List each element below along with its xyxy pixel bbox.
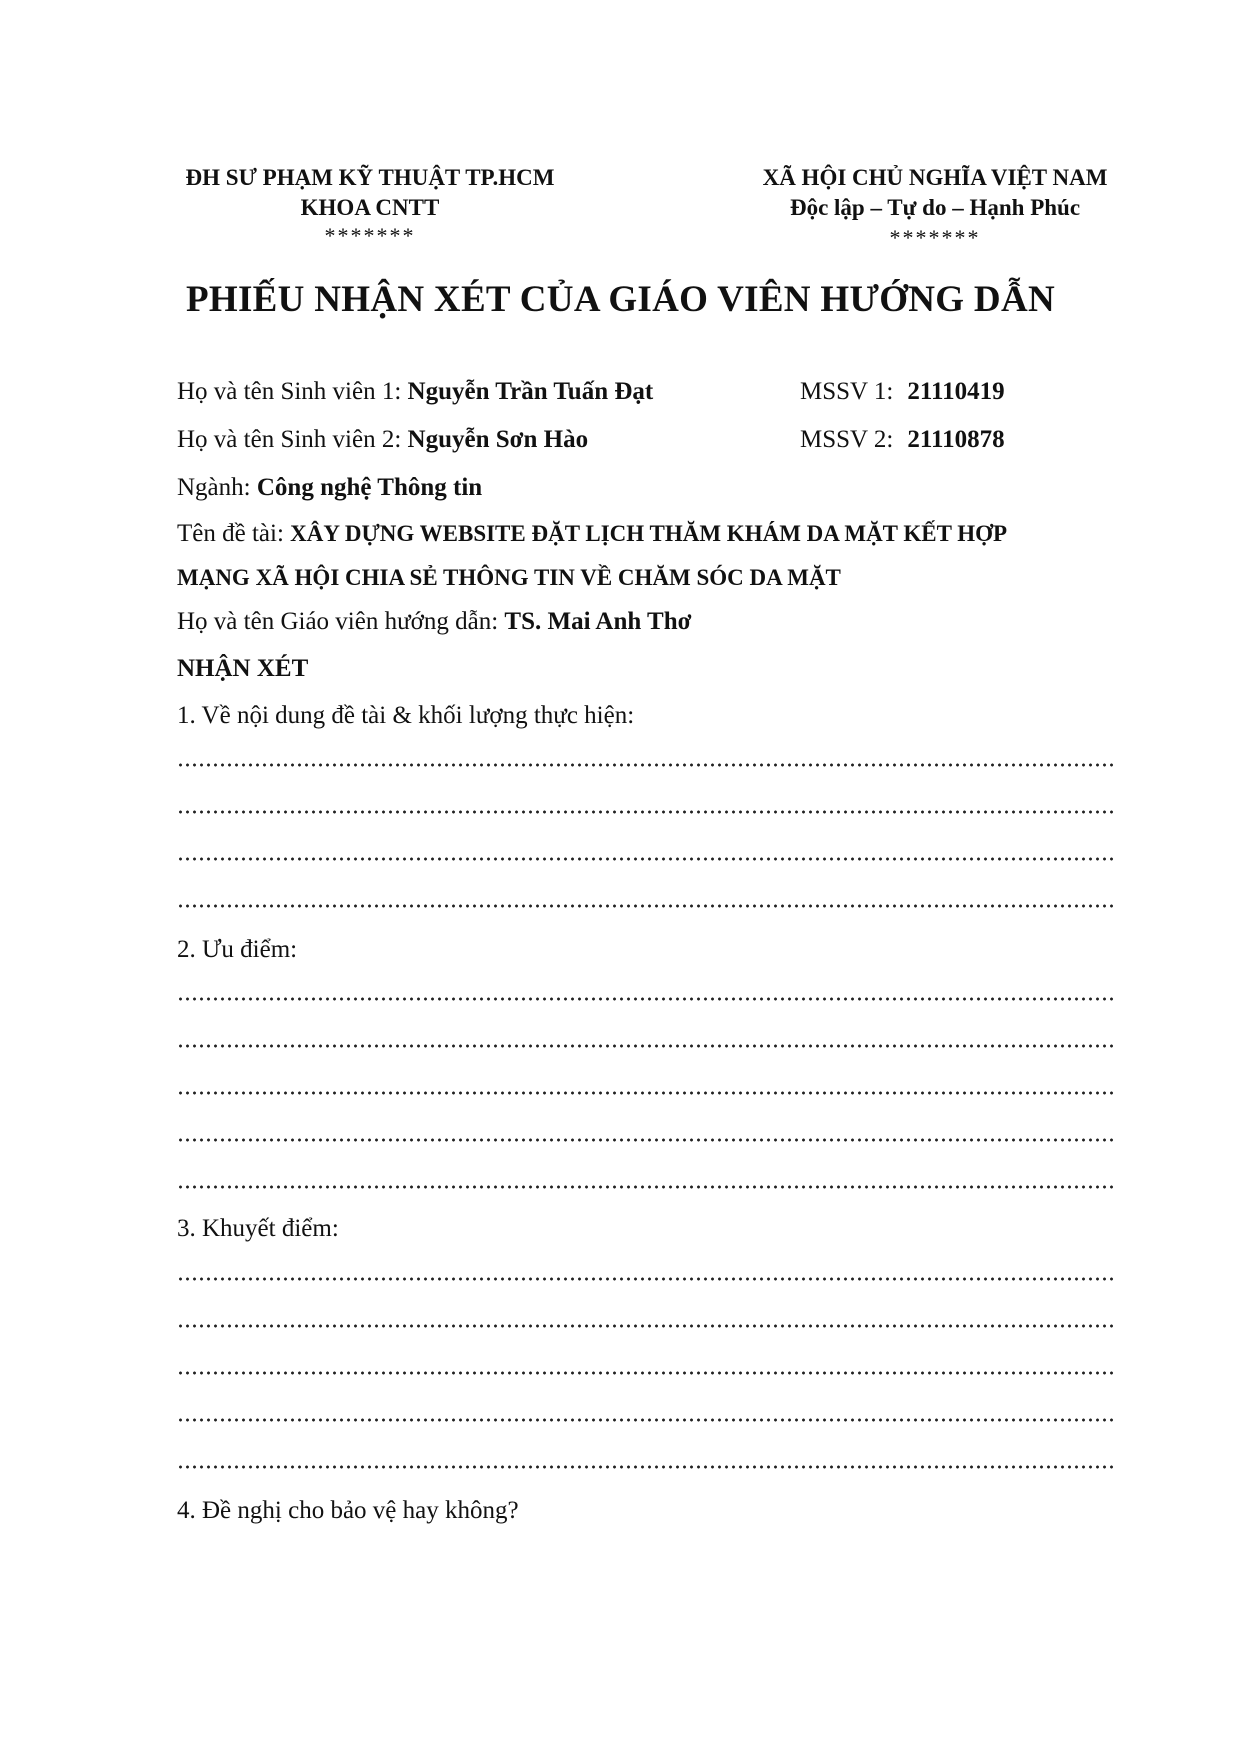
faculty-name: KHOA CNTT xyxy=(300,195,440,220)
blank-line[interactable] xyxy=(177,1415,1117,1425)
student-2-id-row xyxy=(800,426,1005,454)
advisor-name: TS. Mai Anh Thơ xyxy=(504,608,692,635)
student-2-label: Họ và tên Sinh viên 2: xyxy=(177,426,402,453)
topic-label: Tên đề tài: xyxy=(177,520,284,547)
student-1-id-label: MSSV 1: xyxy=(800,378,894,405)
section-2-label: 2. Ưu điểm: xyxy=(177,936,298,963)
national-header xyxy=(700,163,1170,253)
country-name: XÃ HỘI CHỦ NGHĨA VIỆT NAM xyxy=(762,165,1108,190)
blank-line[interactable] xyxy=(177,901,1117,911)
blank-line[interactable] xyxy=(177,760,1117,770)
review-heading: NHẬN XÉT xyxy=(177,655,309,682)
blank-line[interactable] xyxy=(177,994,1117,1004)
section-4-label: 4. Đề nghị cho bảo vệ hay không? xyxy=(177,1497,519,1524)
student-1-row xyxy=(177,378,653,406)
blank-line[interactable] xyxy=(177,1274,1117,1284)
student-1-name: Nguyễn Trần Tuấn Đạt xyxy=(407,378,654,405)
student-2-id: 21110878 xyxy=(907,426,1005,453)
university-name: ĐH SƯ PHẠM KỸ THUẬT TP.HCM xyxy=(185,165,555,190)
header-right-stars: ******* xyxy=(889,225,981,250)
blank-line[interactable] xyxy=(177,1182,1117,1192)
blank-line[interactable] xyxy=(177,807,1117,817)
advisor-row xyxy=(177,608,691,636)
blank-line[interactable] xyxy=(177,1135,1117,1145)
student-2-row xyxy=(177,426,588,454)
blank-line[interactable] xyxy=(177,854,1117,864)
header-left-stars: ******* xyxy=(324,223,416,248)
advisor-label: Họ và tên Giáo viên hướng dẫn: xyxy=(177,608,499,635)
student-2-name: Nguyễn Sơn Hào xyxy=(407,426,589,453)
student-1-label: Họ và tên Sinh viên 1: xyxy=(177,378,402,405)
blank-line[interactable] xyxy=(177,1088,1117,1098)
student-2-id-label: MSSV 2: xyxy=(800,426,894,453)
blank-line[interactable] xyxy=(177,1321,1117,1331)
topic-row xyxy=(177,520,1007,548)
major-row xyxy=(177,474,482,502)
section-1-label: 1. Về nội dung đề tài & khối lượng thực hiện: xyxy=(177,702,635,729)
topic-title-line2: MẠNG XÃ HỘI CHIA SẺ THÔNG TIN VỀ CHĂM SÓC DA MẶT xyxy=(177,565,841,590)
page-title: PHIẾU NHẬN XÉT CỦA GIÁO VIÊN HƯỚNG DẪN xyxy=(186,279,1055,320)
blank-line[interactable] xyxy=(177,1462,1117,1472)
student-1-id-row xyxy=(800,378,1005,406)
major-value: Công nghệ Thông tin xyxy=(256,474,483,501)
major-label: Ngành: xyxy=(177,474,251,501)
national-motto: Độc lập – Tự do – Hạnh Phúc xyxy=(789,195,1081,220)
student-1-id: 21110419 xyxy=(907,378,1005,405)
blank-line[interactable] xyxy=(177,1041,1117,1051)
university-header xyxy=(150,163,590,249)
topic-title-line1: XÂY DỰNG WEBSITE ĐẶT LỊCH THĂM KHÁM DA MẶT KẾT HỢP xyxy=(290,521,1008,546)
blank-line[interactable] xyxy=(177,1368,1117,1378)
section-3-label: 3. Khuyết điểm: xyxy=(177,1215,339,1242)
